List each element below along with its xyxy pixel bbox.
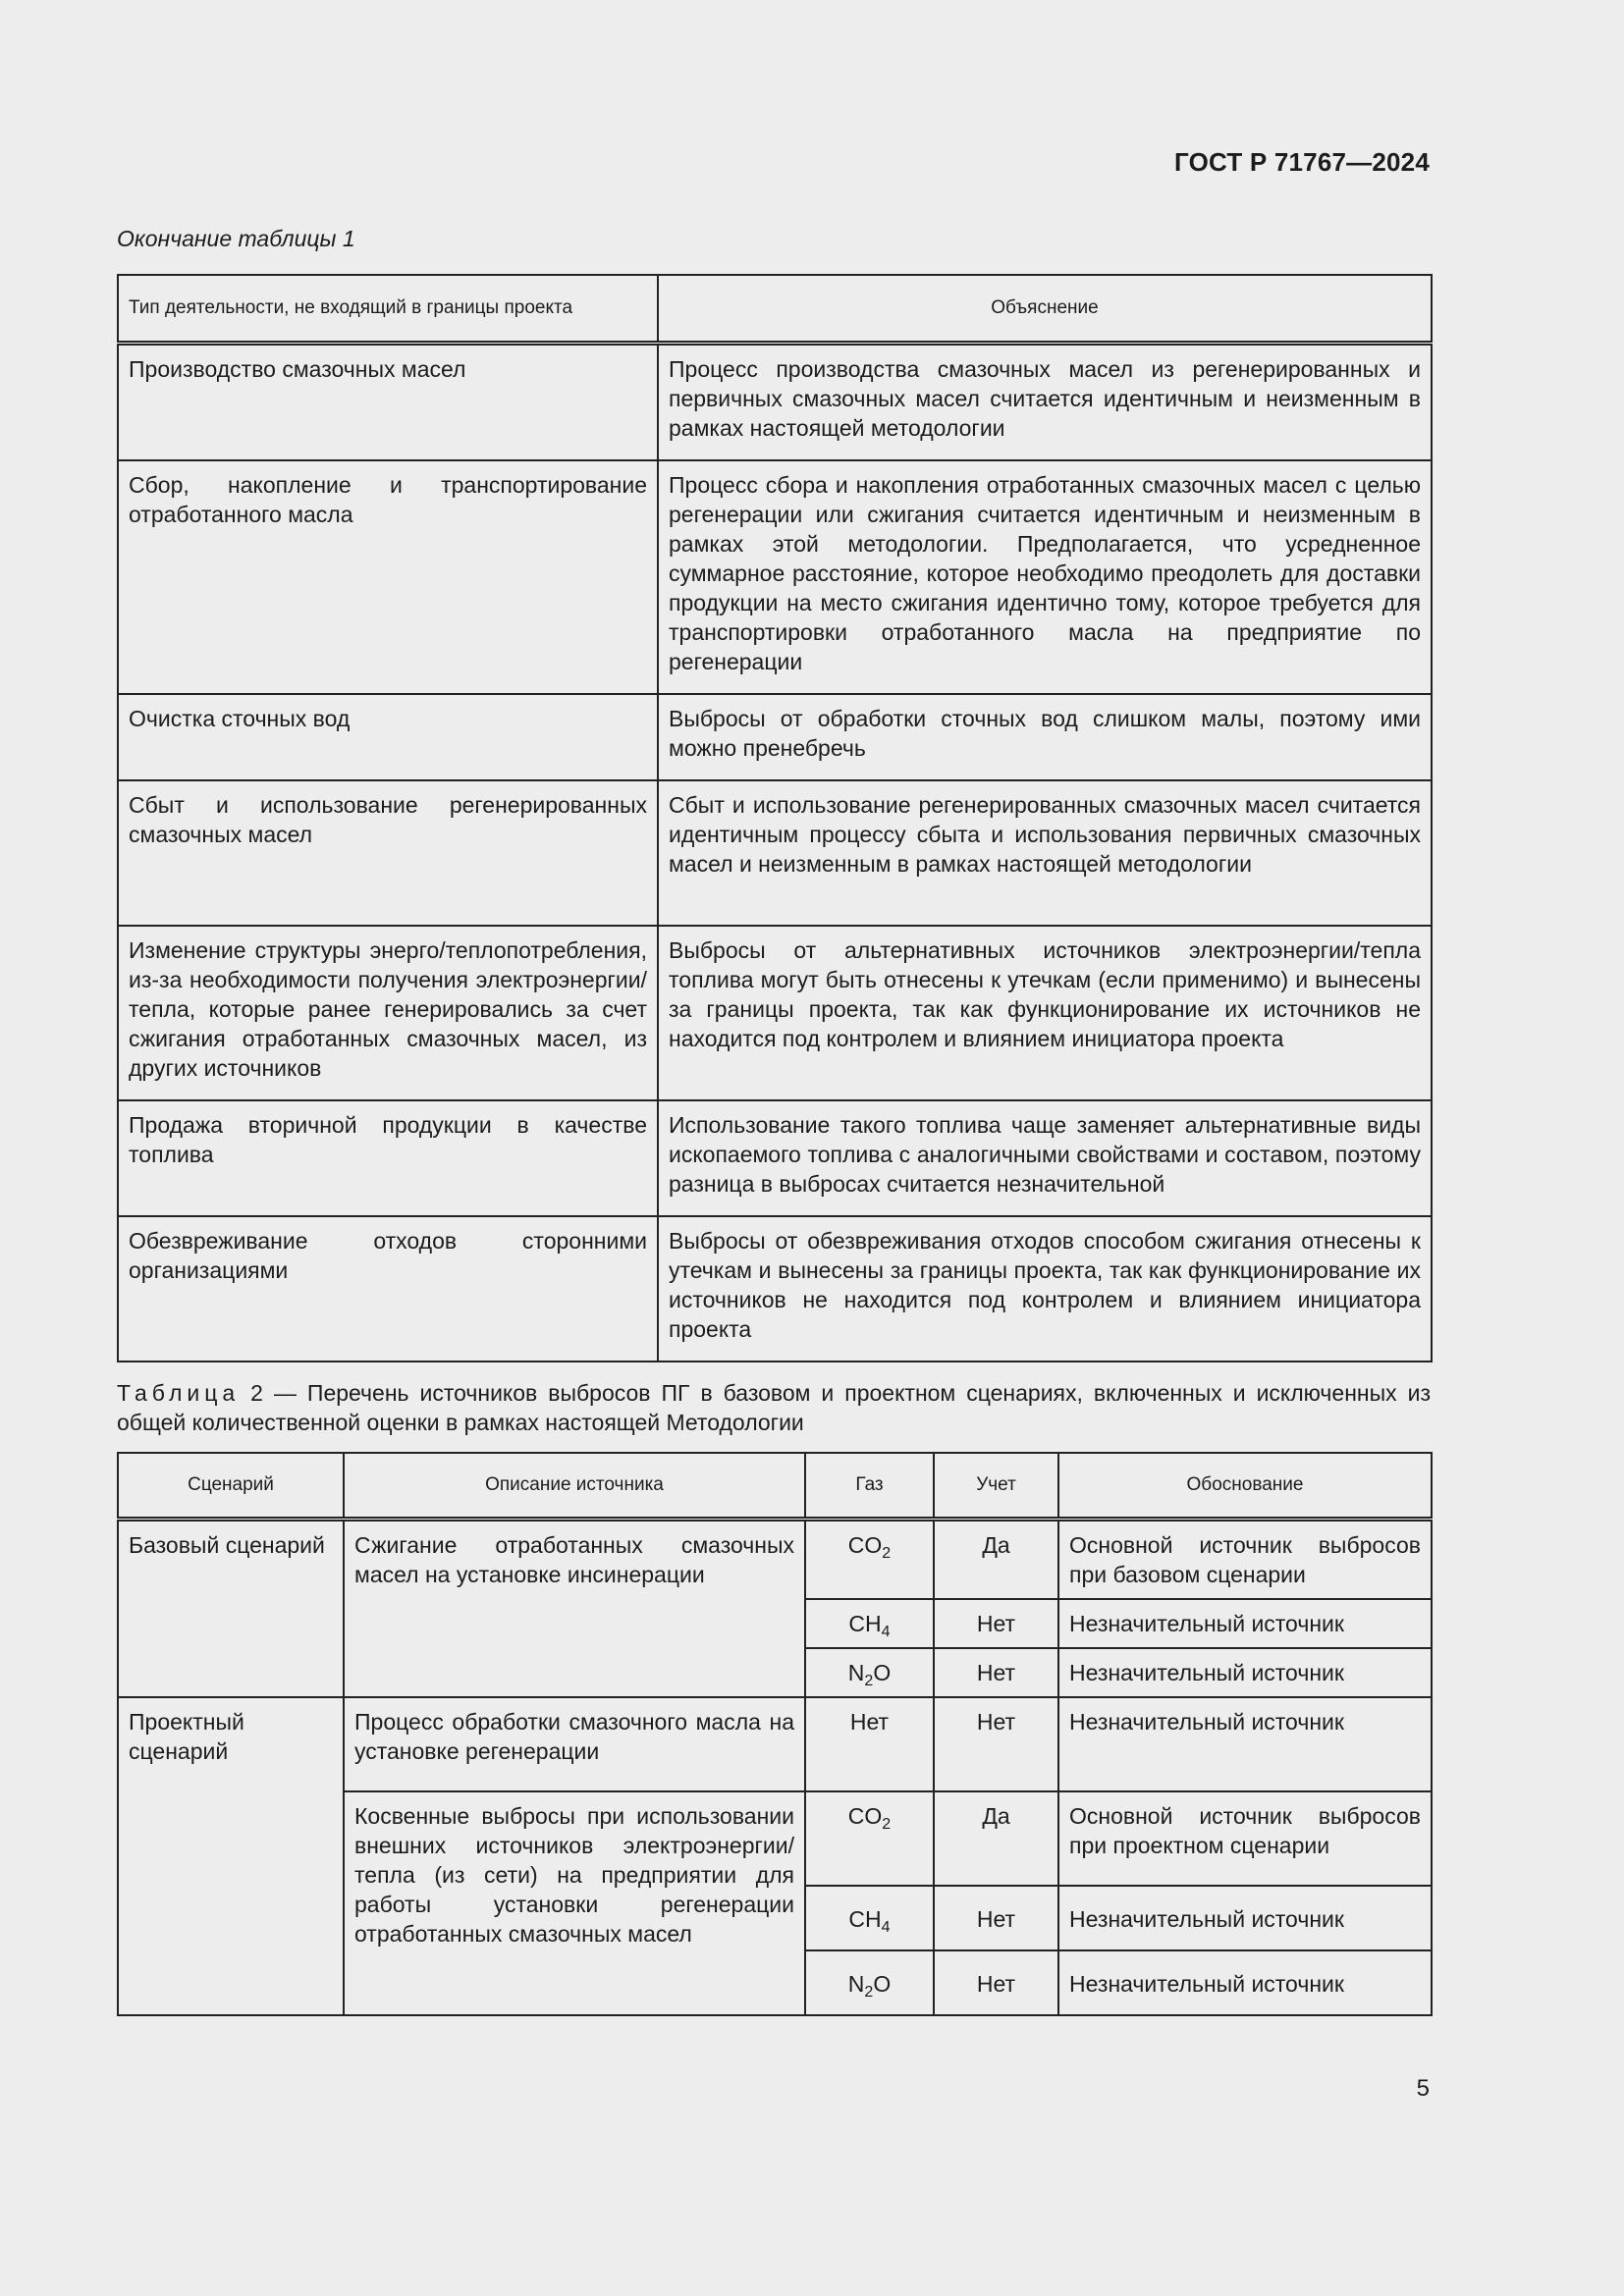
column-header-scenario: Сценарий [118, 1453, 344, 1520]
justification-cell: Незначительный источник [1058, 1950, 1432, 2015]
table-continuation-label: Окончание таблицы 1 [117, 226, 355, 251]
explanation-cell: Сбыт и использование регенерированных смазочных масел считается идентичным процессу сбыта и использования первичных смазочных масел и неизменным в рамках настоящей методологии [658, 780, 1432, 926]
justification-cell: Незначительный источник [1058, 1886, 1432, 1950]
explanation-cell: Процесс сбора и накопления отработанных смазочных масел с целью регенерации или сжигания считается идентичным и неизменным в рамках этой методологии. Предполагается, что усредненное суммарное расстояние, которое необходимо преодолеть для доставки продукции на место сжигания идентично тому, которое требуется для транспортировки отработанного масла на предприятие по регенерации [658, 460, 1432, 694]
gas-subscript: 2 [882, 1816, 892, 1833]
gas-cell-ch4 [805, 1599, 934, 1648]
activity-cell: Обезвреживание отходов сторонними организациями [118, 1216, 658, 1362]
page-number: 5 [1416, 2075, 1430, 2102]
account-cell: Нет [934, 1697, 1058, 1791]
gas-symbol: N [847, 1660, 865, 1685]
source-cell: Процесс обработки смазочного масла на установке регенерации [344, 1697, 805, 1791]
table-row [118, 460, 1432, 694]
account-cell: Нет [934, 1648, 1058, 1697]
gas-cell-n2o [805, 1950, 934, 2015]
table-row [118, 1216, 1432, 1362]
source-cell: Косвенные выбросы при использовании внешних источников электроэнергии/тепла (из сети) на предприятии для работы установки регенерации отработанных смазочных масел [344, 1791, 805, 2015]
explanation-cell: Использование такого топлива чаще заменяет альтернативные виды ископаемого топлива с аналогичными свойствами и составом, поэтому разница в выбросах считается незначительной [658, 1100, 1432, 1216]
gas-symbol: O [873, 1660, 892, 1685]
gas-symbol: CH [848, 1906, 882, 1932]
activity-cell: Изменение структуры энерго/теплопотребления, из-за необходимости получения электроэнергии/тепла, которые ранее генерировались за счет сжигания отработанных смазочных масел, из других источников [118, 926, 658, 1100]
justification-cell: Незначительный источник [1058, 1697, 1432, 1791]
activity-cell: Очистка сточных вод [118, 694, 658, 780]
account-cell: Да [934, 1520, 1058, 1600]
activity-cell: Сбыт и использование регенерированных смазочных масел [118, 780, 658, 926]
gas-symbol: CO [847, 1532, 883, 1558]
column-header-gas: Газ [805, 1453, 934, 1520]
column-header-source: Описание источника [344, 1453, 805, 1520]
table-header-row [118, 1453, 1432, 1520]
gas-cell-co2 [805, 1520, 934, 1600]
gas-cell-co2 [805, 1791, 934, 1886]
account-cell: Нет [934, 1599, 1058, 1648]
table-row [118, 926, 1432, 1100]
gas-subscript: 4 [881, 1624, 891, 1640]
source-cell: Сжигание отработанных смазочных масел на установке инсинерации [344, 1520, 805, 1698]
account-cell: Нет [934, 1950, 1058, 2015]
table-2-caption [117, 1378, 1431, 1437]
table-row [118, 1520, 1432, 1600]
table-2-caption-prefix: Таблица [117, 1380, 241, 1406]
justification-cell: Незначительный источник [1058, 1648, 1432, 1697]
gas-cell-n2o [805, 1648, 934, 1697]
gas-cell: Нет [805, 1697, 934, 1791]
scenario-cell: Базовый сценарий [118, 1520, 344, 1698]
column-header-activity: Тип деятельности, не входящий в границы проекта [118, 275, 658, 344]
gas-symbol: O [873, 1971, 892, 1997]
table-header-row [118, 275, 1432, 344]
activity-cell: Продажа вторичной продукции в качестве топлива [118, 1100, 658, 1216]
explanation-cell: Процесс производства смазочных масел из регенерированных и первичных смазочных масел считается идентичным и неизменным в рамках настоящей методологии [658, 344, 1432, 460]
table-1 [117, 274, 1433, 1362]
explanation-cell: Выбросы от обезвреживания отходов способом сжигания отнесены к утечкам и вынесены за границы проекта, так как функционирование их источников не находится под контролем и влиянием инициатора проекта [658, 1216, 1432, 1362]
justification-cell: Основной источник выбросов при проектном сценарии [1058, 1791, 1432, 1886]
gas-symbol: N [847, 1971, 865, 1997]
account-cell: Нет [934, 1886, 1058, 1950]
explanation-cell: Выбросы от обработки сточных вод слишком малы, поэтому ими можно пренебречь [658, 694, 1432, 780]
gas-subscript: 2 [882, 1545, 892, 1562]
explanation-cell: Выбросы от альтернативных источников электроэнергии/тепла топлива могут быть отнесены к утечкам (если применимо) и вынесены за границы проекта, так как функционирование их источников не находится под контролем и влиянием инициатора проекта [658, 926, 1432, 1100]
justification-cell: Основной источник выбросов при базовом сценарии [1058, 1520, 1432, 1600]
table-row [118, 694, 1432, 780]
column-header-justification: Обоснование [1058, 1453, 1432, 1520]
document-code: ГОСТ Р 71767—2024 [1174, 147, 1430, 177]
table-2-caption-text: 2 — Перечень источников выбросов ПГ в базовом и проектном сценариях, включенных и исключенных из общей количественной оценки в рамках настоящей Методологии [117, 1380, 1431, 1435]
account-cell: Да [934, 1791, 1058, 1886]
table-row [118, 1100, 1432, 1216]
gas-subscript: 2 [864, 1673, 874, 1689]
table-row [118, 344, 1432, 460]
gas-symbol: CO [847, 1803, 883, 1829]
table-row [118, 1697, 1432, 1791]
activity-cell: Сбор, накопление и транспортирование отработанного масла [118, 460, 658, 694]
table-row [118, 780, 1432, 926]
scenario-cell: Проектный сценарий [118, 1697, 344, 2015]
gas-symbol: CH [848, 1611, 882, 1636]
activity-cell: Производство смазочных масел [118, 344, 658, 460]
gas-subscript: 2 [864, 1984, 874, 2001]
column-header-account: Учет [934, 1453, 1058, 1520]
justification-cell: Незначительный источник [1058, 1599, 1432, 1648]
column-header-explanation: Объяснение [658, 275, 1432, 344]
gas-cell-ch4 [805, 1886, 934, 1950]
gas-subscript: 4 [881, 1919, 891, 1936]
table-2 [117, 1452, 1433, 2016]
